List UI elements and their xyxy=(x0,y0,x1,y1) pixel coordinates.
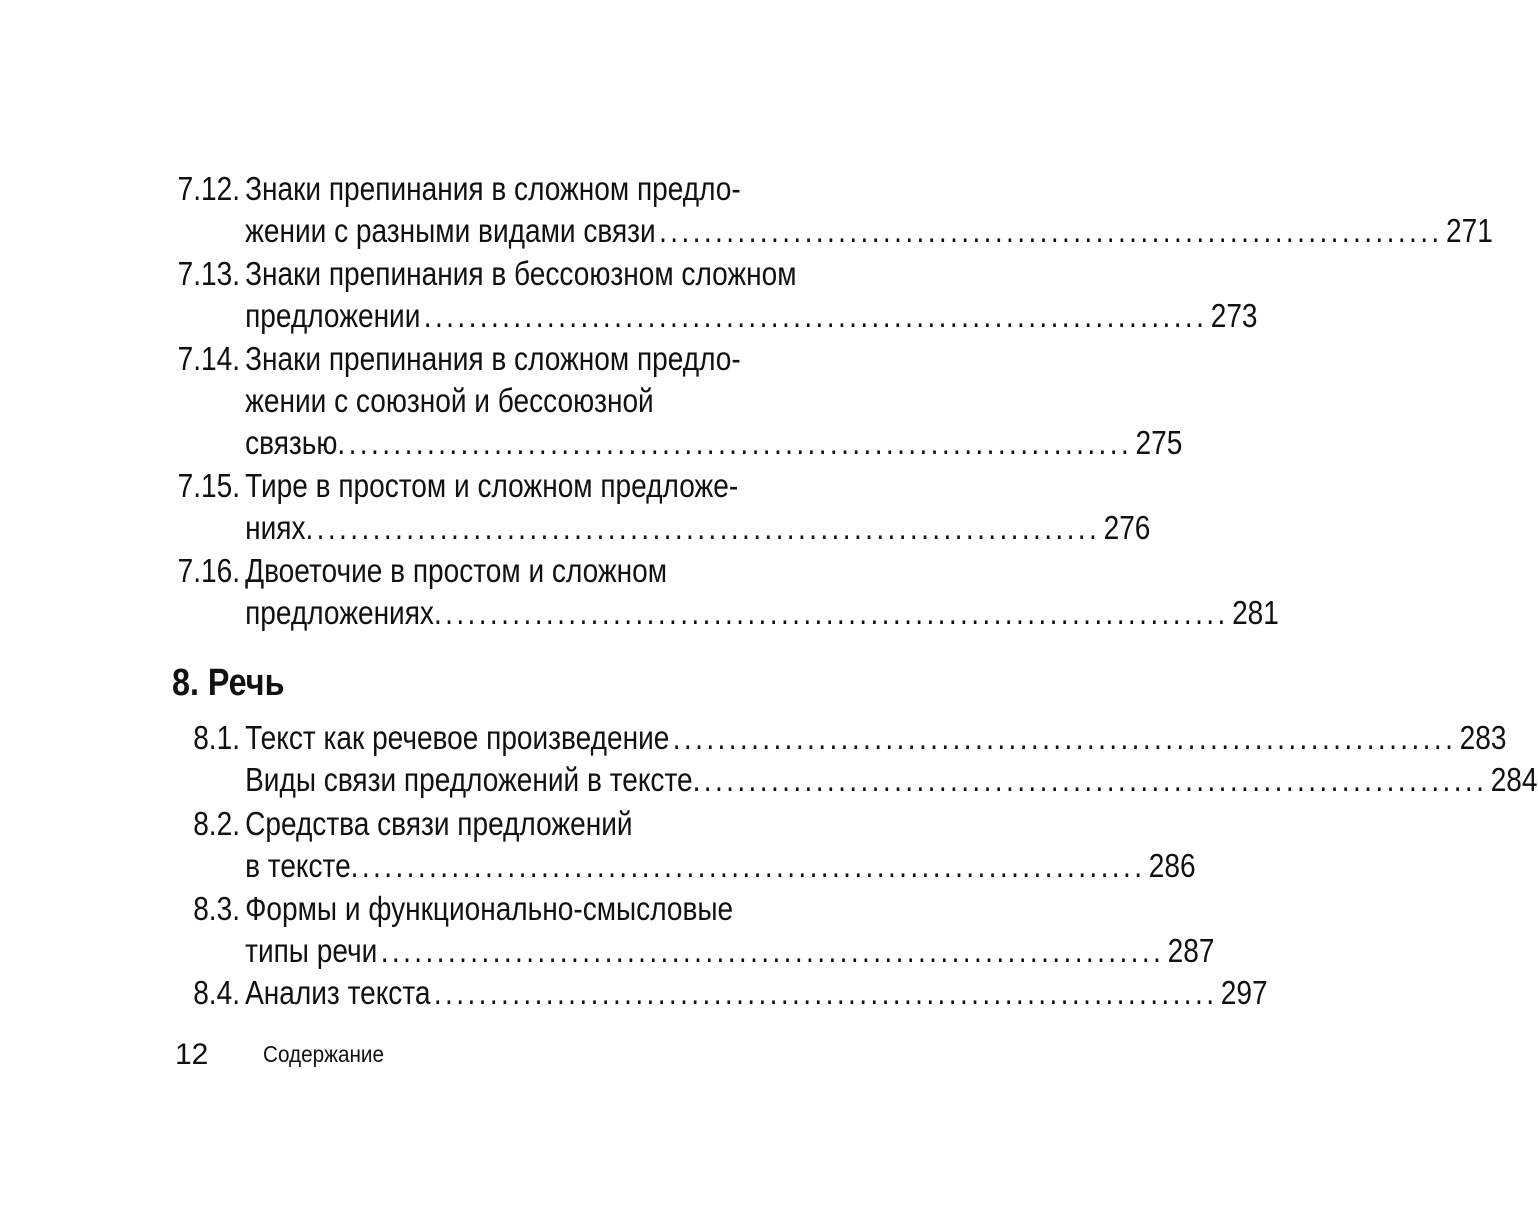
section-heading: 8. Речь xyxy=(172,662,285,704)
toc-page-number: 284 xyxy=(1490,761,1538,798)
toc-entry-title-last-line: предложениях. xyxy=(245,594,442,631)
dot-leader: ...................................................................... xyxy=(316,509,1101,546)
toc-entry-number: 7.13. xyxy=(177,255,240,292)
toc-entry-title-line: Знаки препинания в сложном предло- xyxy=(245,340,741,377)
toc-entry-title-line: Тире в простом и сложном предложе- xyxy=(245,467,739,504)
toc-entry-title-line: Двоеточие в простом и сложном xyxy=(245,552,668,589)
toc-page-number: 286 xyxy=(1148,847,1196,884)
toc-entry-title-line: Знаки препинания в бессоюзном сложном xyxy=(245,255,797,292)
dot-leader: ...................................................................... xyxy=(659,212,1443,249)
toc-entry-number: 8.3. xyxy=(193,890,240,927)
dot-leader: ...................................................................... xyxy=(672,719,1457,756)
toc-page-number: 275 xyxy=(1135,424,1183,461)
toc-entry-title-last-line: Виды связи предложений в тексте. xyxy=(245,761,701,798)
toc-entry-number: 7.15. xyxy=(177,467,240,504)
toc-page-number: 276 xyxy=(1103,509,1151,546)
dot-leader: ...................................................................... xyxy=(703,761,1488,798)
toc-page-number: 273 xyxy=(1210,297,1258,334)
toc-entry-title-last-line: в тексте. xyxy=(245,847,359,884)
toc-entry-number: 7.14. xyxy=(177,340,240,377)
toc-entry-title-line: Средства связи предложений xyxy=(245,805,633,842)
toc-entry-title-last-line: ниях. xyxy=(245,509,314,546)
toc-entry-title-line: Формы и функционально-смысловые xyxy=(245,890,734,927)
toc-page-number: 271 xyxy=(1445,212,1493,249)
toc-entry-title-line: жении с союзной и бессоюзной xyxy=(245,382,654,419)
running-title: Содержание xyxy=(263,1041,384,1067)
toc-entry-number: 8.4. xyxy=(193,974,240,1011)
dot-leader: ...................................................................... xyxy=(433,974,1218,1011)
toc-entry-title-last-line: Анализ текста xyxy=(245,974,431,1011)
toc-entry-title-last-line: типы речи xyxy=(245,932,378,969)
dot-leader: ...................................................................... xyxy=(348,424,1133,461)
toc-page-number: 283 xyxy=(1459,719,1507,756)
toc-entry-number: 7.12. xyxy=(177,170,240,207)
toc-entry-number: 7.16. xyxy=(177,552,240,589)
dot-leader: ...................................................................... xyxy=(361,847,1146,884)
dot-leader: ...................................................................... xyxy=(445,594,1229,631)
toc-page-number: 287 xyxy=(1167,932,1215,969)
toc-page-number: 281 xyxy=(1232,594,1279,631)
toc-entry-number: 8.1. xyxy=(193,719,240,756)
toc-entry-title-last-line: предложении xyxy=(245,297,421,334)
toc-entry-number: 8.2. xyxy=(193,805,240,842)
toc-entry-title-last-line: жении с разными видами связи xyxy=(245,212,656,249)
toc-entry-title-last-line: связью. xyxy=(245,424,346,461)
toc-entry-title-last-line: Текст как речевое произведение xyxy=(245,719,670,756)
toc-entry-title-line: Знаки препинания в сложном предло- xyxy=(245,170,741,207)
page-number: 12 xyxy=(175,1038,209,1071)
dot-leader: ...................................................................... xyxy=(423,297,1208,334)
toc-page-number: 297 xyxy=(1220,974,1268,1011)
dot-leader: ...................................................................... xyxy=(380,932,1165,969)
